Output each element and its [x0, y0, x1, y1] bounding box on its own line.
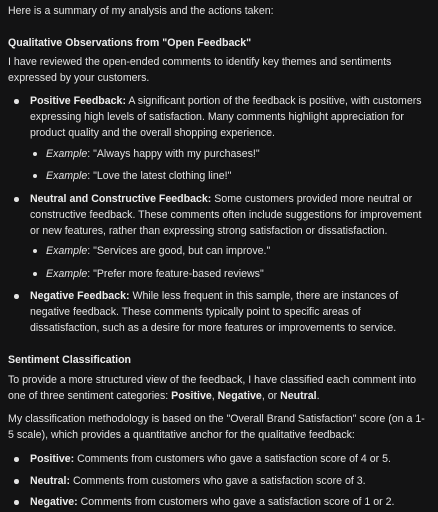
sentiment-negative-item: Negative: Comments from customers who gave a satisfaction score of 1 or 2. [30, 494, 428, 510]
neutral-feedback-label: Neutral and Constructive Feedback: [30, 193, 212, 205]
positive-feedback-item [30, 93, 428, 142]
sentiment-positive-item: Positive: Comments from customers who gave a satisfaction score of 4 or 5. [30, 451, 428, 467]
sentiment-intro: To provide a more structured view of the feedback, I have classified each comment into one of three sentiment categories: Positive, Negative, or Neutral. [8, 374, 417, 403]
qualitative-intro: I have reviewed the open-ended comments to identify key themes and sentiments expressed by your customers. [8, 56, 392, 85]
positive-feedback-label: Positive Feedback: [30, 95, 126, 107]
sentiment-heading: Sentiment Classification [8, 354, 132, 366]
negative-feedback-item [30, 288, 428, 337]
methodology-text: My classification methodology is based on the "Overall Brand Satisfaction" score (on a 1-5 scale), which provides a quantitative anchor for the qualitative feedback: [8, 413, 425, 442]
negative-feedback-text: While less frequent in this sample, there are instances of negative feedback. These comments typically point to specific areas of dissatisfaction, such as a desire for more features or improvements to service. [30, 290, 399, 335]
positive-feedback-text: A significant portion of the feedback is positive, with customers expressing high levels of satisfaction. Many comments highlight appreciation for product quality and the overall shopping experience. [30, 95, 422, 140]
qualitative-heading: Qualitative Observations from "Open Feedback" [8, 37, 252, 49]
sentiment-neutral-item: Neutral: Comments from customers who gave a satisfaction score of 3. [30, 473, 428, 489]
neutral-example-2: Example: "Prefer more feature-based reviews" [46, 266, 426, 282]
neutral-example-1: Example: "Services are good, but can improve." [46, 243, 426, 259]
positive-example-1: Example: "Always happy with my purchases!" [46, 146, 426, 162]
intro-text: Here is a summary of my analysis and the actions taken: [8, 5, 274, 17]
neutral-feedback-text: Some customers provided more neutral or constructive feedback. These comments often include suggestions for improvement or new features, rather than expressing strong satisfaction or dissatisfaction. [30, 193, 422, 238]
neutral-feedback-item [30, 191, 428, 240]
negative-feedback-label: Negative Feedback: [30, 290, 130, 302]
positive-example-2: Example: "Love the latest clothing line!" [46, 168, 426, 184]
